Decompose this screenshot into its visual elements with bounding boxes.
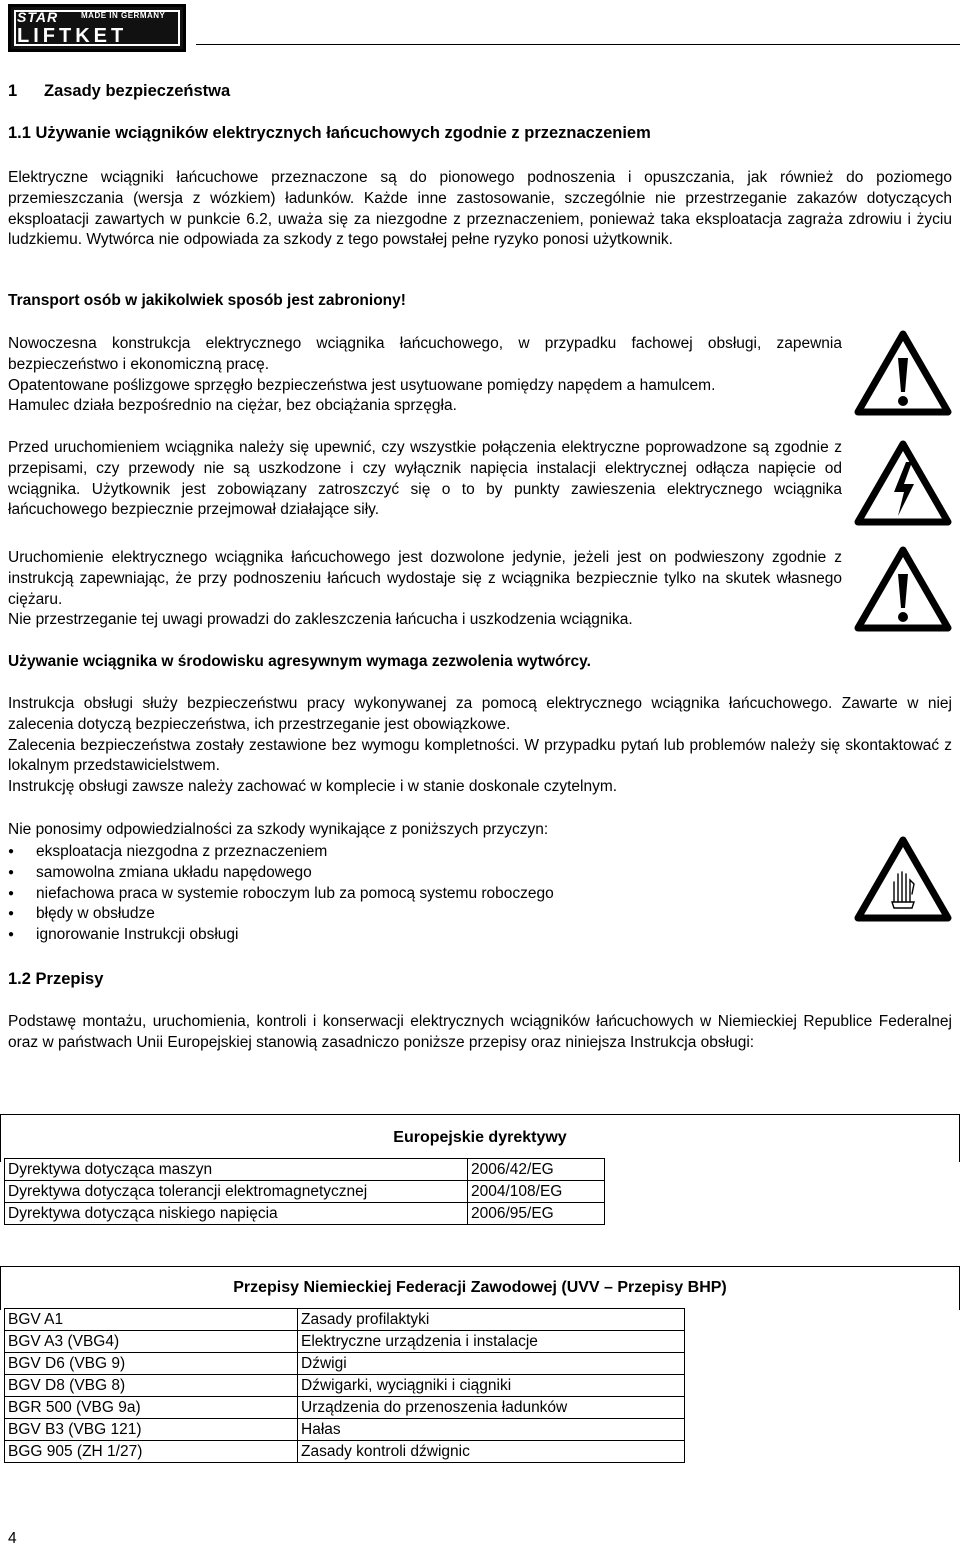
list-item: ● eksploatacja niezgodna z przeznaczeniem [8,842,554,863]
paragraph-regulations: Podstawę montażu, uruchomienia, kontroli i konserwacji elektrycznych wciągników łańcuchowych w Niemieckiej Republice Federalnej oraz w państwach Unii Europejskiej stanowią zasadniczo poniższe przepisy oraz niniejsza Instrukcja obsługi: [8,1013,952,1051]
table-cell: BGG 905 (ZH 1/27) [5,1441,298,1463]
table-cell: 2006/95/EG [468,1203,605,1225]
table-cell: Elektryczne urządzenia i instalacje [298,1331,685,1353]
hand-crush-warning-icon [854,836,952,922]
table-cell: Hałas [298,1419,685,1441]
paragraph-manual-line1: Instrukcja obsługi służy bezpieczeństwu pracy wykonywanej za pomocą elektrycznego wciągnika łańcuchowego. Zawarte w niej zalecenia dotyczą bezpieczeństwa, ich przestrzeganie jest obowiązkowe. [8,695,952,733]
table-row [5,1159,605,1181]
warning-exclamation-icon [854,330,952,416]
table-cell: Zasady kontroli dźwignic [298,1441,685,1463]
page-number: 4 [8,1530,17,1547]
table-row [5,1419,685,1441]
table-cell: BGV A3 (VBG4) [5,1331,298,1353]
list-item: ● niefachowa praca w systemie roboczym lub za pomocą systemu roboczego [8,884,554,905]
section-1-1-heading: 1.1 Używanie wciągników elektrycznych łańcuchowych zgodnie z przeznaczeniem [8,124,651,142]
table-row [5,1353,685,1375]
paragraph-startup [8,548,842,631]
liability-list [8,842,554,946]
table-uvv-regulations [4,1308,685,1463]
table-row [5,1397,685,1419]
table-cell: Dźwigi [298,1353,685,1375]
table-cell: Zasady profilaktyki [298,1309,685,1331]
logo-brand-text: LIFTKET [17,25,128,47]
table-cell: 2004/108/EG [468,1181,605,1203]
section-1-heading [8,82,230,101]
paragraph-manual [8,694,952,798]
table-row [5,1203,605,1225]
paragraph-startup-line2: Nie przestrzeganie tej uwagi prowadzi do zakleszczenia łańcucha i uszkodzenia wciągnika. [8,611,633,629]
paragraph-before-start: Przed uruchomieniem wciągnika należy się upewnić, czy wszystkie połączenia elektryczne poprowadzone są zgodnie z przepisami, czy przewody nie są uszkodzone i czy wyłącznik napięcia instalacji elektrycznej odłącza napięcie od wciągnika. Użytkownik jest zobowiązany zatroszczyć się o to by punkty zawieszenia elektrycznego wciągnika łańcuchowego bezpiecznie przejmował działające siły. [8,439,842,519]
table-row [5,1441,685,1463]
paragraph-intended-use: Elektryczne wciągniki łańcuchowe przeznaczone są do pionowego podnoszenia i opuszczania, jak również do poziomego przemieszczania (wersja z wózkiem) ładunków. Każde inne zastosowanie, szczególnie nie przestrzeganie zakazów dotyczących eksploatacji zawartych w punkcie 6.2, uważa się za niezgodne z przeznaczeniem, ponieważ taka eksploatacja zagraża zdrowiu i życiu ludzkiemu. Wytwórca nie odpowiada za szkody z tego powstałej pełne ryzyko ponosi użytkownik. [8,169,952,249]
table-cell: BGV B3 (VBG 121) [5,1419,298,1441]
table-uvv-title: Przepisy Niemieckiej Federacji Zawodowej (UVV – Przepisy BHP) [0,1266,960,1310]
table-row [5,1309,685,1331]
table-europe-directives [4,1158,605,1225]
list-item: ● ignorowanie Instrukcji obsługi [8,925,554,946]
logo-made-in-germany: MADE IN GERMANY [81,11,166,20]
paragraph-startup-line1: Uruchomienie elektrycznego wciągnika łańcuchowego jest dozwolone jedynie, jeżeli jest on podwieszony zgodnie z instrukcją zapewniając, że przy podnoszeniu łańcuch wydostaje się z wciągnika bezpiecznie tylko na skutek własnego ciężaru. [8,549,842,608]
table-row [5,1375,685,1397]
table-europe-title: Europejskie dyrektywy [0,1114,960,1162]
section-1-2-heading: 1.2 Przepisy [8,970,104,988]
section-1-title: Zasady bezpieczeństwa [44,82,231,100]
table-cell: BGV A1 [5,1309,298,1331]
warning-exclamation-icon [854,546,952,632]
table-cell: BGV D8 (VBG 8) [5,1375,298,1397]
table-cell: Dyrektywa dotycząca niskiego napięcia [5,1203,468,1225]
table-cell: Dźwigarki, wyciągniki i ciągniki [298,1375,685,1397]
paragraph-aggressive-env: Używanie wciągnika w środowisku agresywnym wymaga zezwolenia wytwórcy. [8,653,591,670]
table-cell: Dyrektywa dotycząca tolerancji elektromagnetycznej [5,1181,468,1203]
table-cell: 2006/42/EG [468,1159,605,1181]
section-1-number: 1 [8,82,18,100]
paragraph-construction [8,334,842,417]
list-item: ● błędy w obsłudze [8,904,554,925]
electrical-hazard-icon [854,440,952,526]
list-item: ● samowolna zmiana układu napędowego [8,863,554,884]
table-cell: Dyrektywa dotycząca maszyn [5,1159,468,1181]
company-logo [8,4,186,52]
logo-star-text: STAR [17,9,59,25]
paragraph-construction-line1: Nowoczesna konstrukcja elektrycznego wciągnika łańcuchowego, w przypadku fachowej obsługi, zapewnia bezpieczeństwo i ekonomiczną pracę. [8,335,842,373]
paragraph-transport-warning: Transport osób w jakikolwiek sposób jest zabroniony! [8,292,406,309]
table-cell: BGV D6 (VBG 9) [5,1353,298,1375]
table-cell: Urządzenia do przenoszenia ładunków [298,1397,685,1419]
paragraph-construction-line2: Opatentowane poślizgowe sprzęgło bezpieczeństwa jest usytuowane pomiędzy napędem a hamulcem. [8,376,716,394]
table-row [5,1331,685,1353]
table-row [5,1181,605,1203]
paragraph-manual-line2: Zalecenia bezpieczeństwa zostały zestawione bez wymogu kompletności. W przypadku pytań lub problemów należy się skontaktować z lokalnym przedstawicielstwem. [8,736,952,775]
paragraph-construction-line3: Hamulec działa bezpośrednio na ciężar, bez obciążania sprzęgła. [8,397,457,415]
header-rule [196,44,960,45]
table-cell: BGR 500 (VBG 9a) [5,1397,298,1419]
paragraph-manual-line3: Instrukcję obsługi zawsze należy zachować w komplecie i w stanie doskonale czytelnym. [8,778,618,796]
paragraph-liability: Nie ponosimy odpowiedzialności za szkody wynikające z poniższych przyczyn: [8,821,549,838]
